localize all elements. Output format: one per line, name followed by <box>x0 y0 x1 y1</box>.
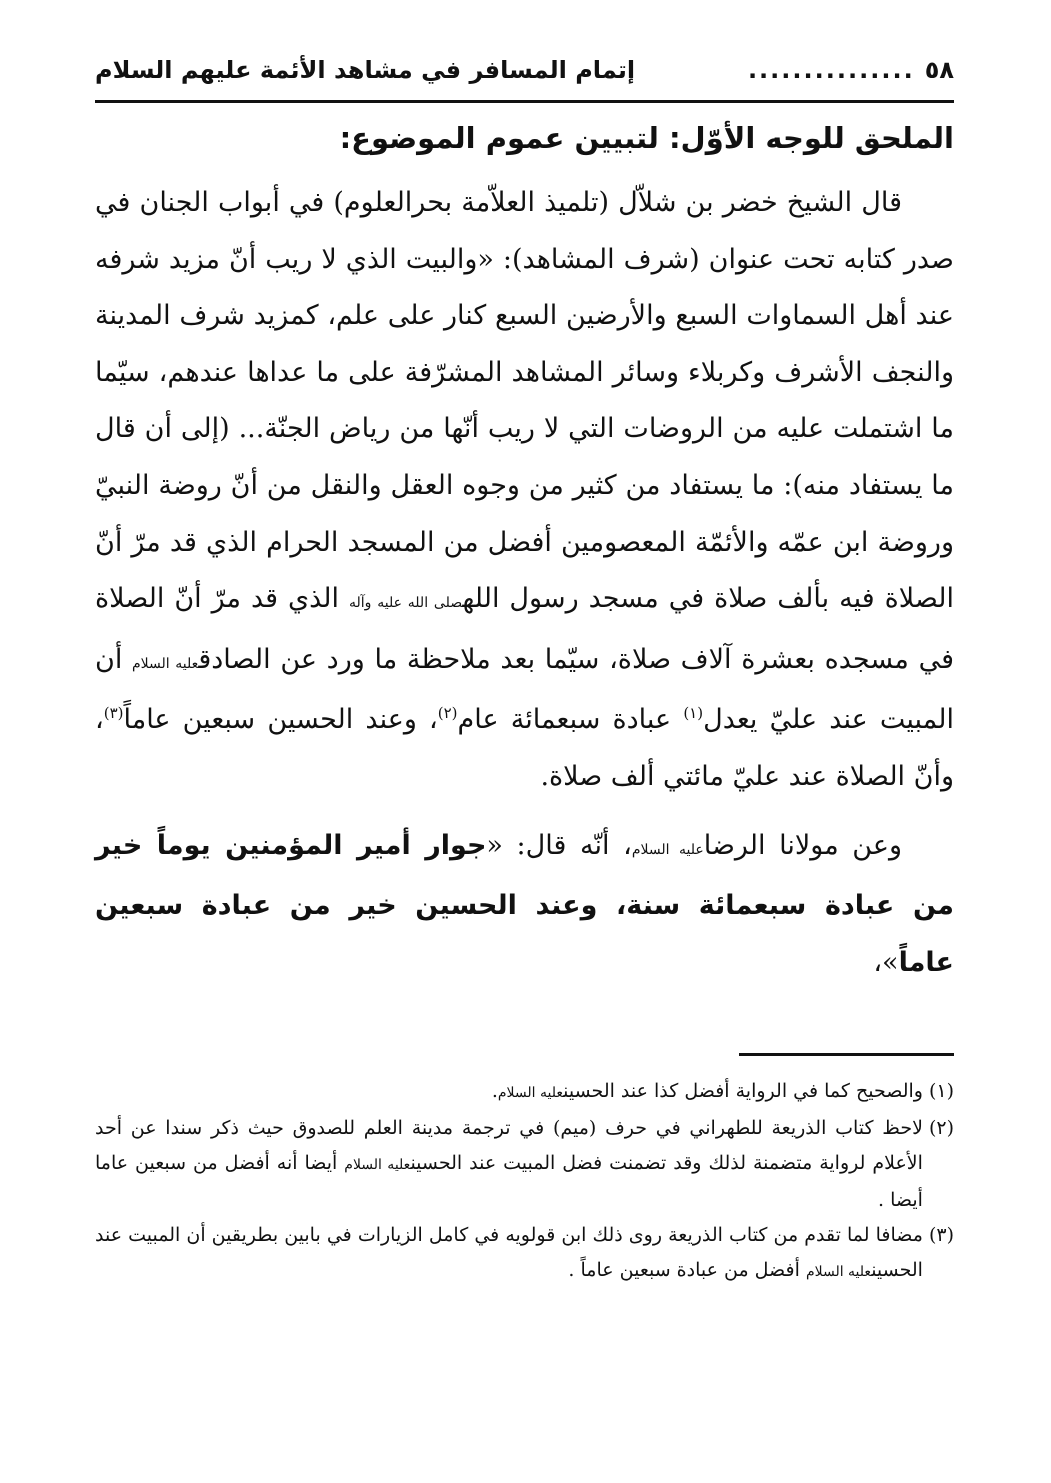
section-heading: الملحق للوجه الأوّل: لتبيين عموم الموضوع: <box>339 121 954 155</box>
footnote-text <box>95 1218 923 1290</box>
para2-text-c: »، <box>873 946 899 978</box>
footnote-3 <box>95 1218 954 1290</box>
para1-text-f: ، وأنّ الصلاة عند عليّ مائتي ألف صلاة. <box>95 704 954 792</box>
footnote-divider <box>739 1053 954 1056</box>
para1-text-e: ، وعند الحسين سبعين عاماً <box>123 704 438 736</box>
footnote-text <box>95 1074 923 1111</box>
body-paragraph-2 <box>95 818 954 992</box>
para1-text-d: عبادة سبعمائة عام <box>457 704 684 736</box>
footnote-2 <box>95 1111 954 1218</box>
footnote-1 <box>95 1074 954 1111</box>
footnote-ref-3[interactable]: (٣) <box>103 704 124 723</box>
running-header <box>95 40 954 103</box>
footnote-text-a: لاحظ كتاب الذريعة للطهراني في حرف (ميم) في ترجمة مدينة العلم للصدوق حيث ذكر سندا عن أحد الأعلام لرواية متضمنة لذلك وقد تضمنت فضل المبيت عند الحسين <box>95 1117 923 1175</box>
salutation: عليه السلام <box>497 1085 564 1102</box>
footnote-text-b: أيضا أنه أفضل من سبعين عاما أيضا . <box>95 1152 923 1212</box>
footnote-text-b: . <box>491 1080 498 1103</box>
footnote-number: (١) <box>928 1080 954 1103</box>
footnotes <box>95 1074 954 1290</box>
para1-text-c: أن المبيت عند عليّ يعدل <box>95 643 954 736</box>
footnote-number: (٢) <box>928 1117 954 1140</box>
salutation: عليه السلام <box>805 1264 872 1281</box>
footnote-text-a: مضافا لما تقدم من كتاب الذريعة روى ذلك ابن قولويه في كامل الزيارات في بابين بطريقين أن المبيت عند الحسين <box>95 1224 923 1282</box>
footnote-ref-1[interactable]: (١) <box>683 704 704 723</box>
para2-text-a: وعن مولانا الرضا <box>703 829 902 861</box>
para1-text-a: قال الشيخ خضر بن شلاّل (تلميذ العلاّمة بحرالعلوم) في أبواب الجنان في صدر كتابه تحت عنوان (شرف المشاهد): «والبيت الذي لا ريب أنّ مزيد شرفه عند أهل السماوات السبع والأرضين السبع كنار على علم، كمزيد شرف المدينة والنجف الأشرف وكربلاء وسائر المشاهد المشرّفة على ما عداها عندهم، سيّما ما اشتملت عليه من الروضات التي لا ريب أنّها من رياض الجنّة... (إلى أن قال ما يستفاد منه): ما يستفاد من كثير من وجوه العقل والنقل من أنّ روضة النبيّ وروضة ابن عمّه والأئمّة المعصومين أفضل من المسجد الحرام الذي قد مرّ أنّ الصلاة فيه بألف صلاة في مسجد رسول الله <box>95 187 954 615</box>
para2-text-b: ، أنّه قال: « <box>486 829 632 861</box>
book-title: إتمام المسافر في مشاهد الأئمة عليهم السلام <box>95 56 636 84</box>
hadith-quote: جوار أمير المؤمنين يوماً خير من عبادة سبعمائة سنة، وعند الحسين خير من عبادة سبعين عاماً <box>95 829 954 978</box>
footnote-text <box>95 1111 923 1218</box>
footnote-text-b: أفضل من عبادة سبعين عاماً . <box>568 1259 806 1282</box>
para1-text-b: الذي قد مرّ أنّ الصلاة في مسجده بعشرة آلاف صلاة، سيّما بعد ملاحظة ما ورد عن الصادق <box>95 583 954 675</box>
footnote-text-a: والصحيح كما في الرواية أفضل كذا عند الحسين <box>563 1080 923 1103</box>
salutation: عليه السلام <box>344 1157 411 1174</box>
salutation-prophet: صلى الله عليه وآله <box>349 595 463 612</box>
leader-dots: ............... <box>747 56 915 84</box>
salutation-sadiq: عليه السلام <box>132 655 199 672</box>
page-number: ٥٨ <box>924 56 954 84</box>
footnote-ref-2[interactable]: (٢) <box>437 704 458 723</box>
salutation-rida: عليه السلام <box>631 841 704 858</box>
footnote-number: (٣) <box>928 1224 954 1247</box>
body-paragraph-1 <box>95 175 954 806</box>
